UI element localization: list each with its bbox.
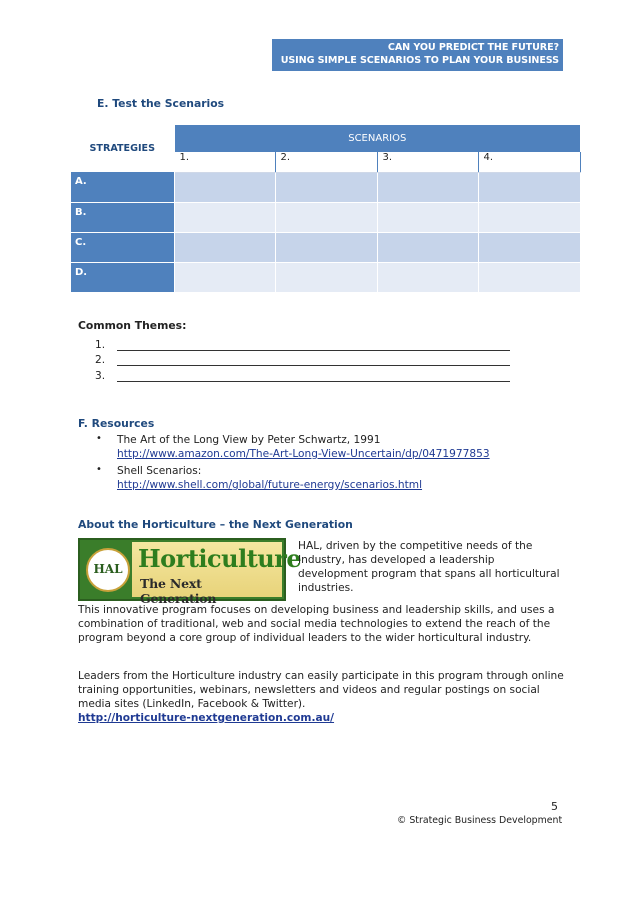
strategy-row-label: B. xyxy=(71,202,174,232)
table-row xyxy=(71,262,580,292)
scenario-column-2: 2. xyxy=(275,152,377,172)
resource-title: The Art of the Long View by Peter Schwartz, 1991 xyxy=(117,434,381,446)
strategy-row-label: C. xyxy=(71,232,174,262)
copyright-notice: © Strategic Business Development xyxy=(397,815,563,826)
blank-line xyxy=(117,381,510,382)
logo-hal-text: HAL xyxy=(93,562,123,576)
about-heading: About the Horticulture – the Next Generation xyxy=(78,518,353,531)
table-cell xyxy=(174,172,275,202)
section-f-heading: F. Resources xyxy=(78,417,155,430)
common-themes-heading: Common Themes: xyxy=(78,319,187,332)
scenarios-header: SCENARIOS xyxy=(174,125,580,152)
strategies-header: STRATEGIES xyxy=(71,125,174,172)
hal-description: HAL, driven by the competitive needs of the Industry, has developed a leadership development program that spans all horticultural industries. xyxy=(298,540,560,594)
page-number: 5 xyxy=(551,800,558,813)
strategy-row-label: D. xyxy=(71,262,174,292)
participation-paragraph: Leaders from the Horticulture industry can easily participate in this program through online training opportunities, webinars, newsletters and videos and regular postings on social media sites (LinkedIn, Facebook & Twitter). xyxy=(78,670,564,710)
table-row xyxy=(71,202,580,232)
list-number: 1. xyxy=(95,339,106,351)
table-cell xyxy=(377,172,478,202)
logo-banner xyxy=(132,542,302,606)
horticulture-website-link[interactable]: http://horticulture-nextgeneration.com.au/ xyxy=(78,712,335,724)
table-cell xyxy=(478,232,580,262)
table-cell xyxy=(377,232,478,262)
scenarios-table xyxy=(71,125,581,293)
table-cell xyxy=(275,172,377,202)
hal-emblem xyxy=(86,548,130,592)
resource-link[interactable]: http://www.shell.com/global/future-energy/scenarios.html xyxy=(117,479,423,491)
header-subtitle: USING SIMPLE SCENARIOS TO PLAN YOUR BUSINESS xyxy=(280,55,559,66)
table-cell xyxy=(174,232,275,262)
strategy-row-label: A. xyxy=(71,172,174,202)
scenario-column-1: 1. xyxy=(174,152,275,172)
bullet-icon: • xyxy=(96,464,102,475)
blank-line xyxy=(117,365,510,366)
table-cell xyxy=(377,262,478,292)
table-cell xyxy=(275,262,377,292)
resource-title: Shell Scenarios: xyxy=(117,465,202,477)
table-cell xyxy=(478,262,580,292)
resource-link[interactable]: http://www.amazon.com/The-Art-Long-View-Uncertain/dp/0471977853 xyxy=(117,448,490,460)
table-row xyxy=(71,232,580,262)
list-number: 2. xyxy=(95,354,106,366)
logo-next-generation-text: The Next Generation xyxy=(140,576,217,606)
table-cell xyxy=(275,232,377,262)
list-number: 3. xyxy=(95,370,106,382)
table-cell xyxy=(377,202,478,232)
list-item xyxy=(95,370,105,382)
blank-line xyxy=(117,350,510,351)
table-cell xyxy=(174,262,275,292)
table-row xyxy=(71,172,580,202)
scenario-column-4: 4. xyxy=(478,152,580,172)
hal-horticulture-logo xyxy=(78,538,302,606)
program-paragraph: This innovative program focuses on developing business and leadership skills, and uses a combination of traditional, web and social media technologies to extend the reach of the program beyond a core group of individual leaders to the wider horticultural industry. xyxy=(78,604,555,644)
table-cell xyxy=(275,202,377,232)
logo-horticulture-text: Horticulture xyxy=(138,544,302,573)
scenario-column-3: 3. xyxy=(377,152,478,172)
bullet-icon: • xyxy=(96,433,102,444)
list-item xyxy=(95,339,105,351)
header-title: CAN YOU PREDICT THE FUTURE? xyxy=(387,42,559,53)
table-cell xyxy=(478,172,580,202)
section-e-heading: E. Test the Scenarios xyxy=(97,97,225,110)
table-cell xyxy=(478,202,580,232)
table-cell xyxy=(174,202,275,232)
document-header xyxy=(272,39,563,71)
list-item xyxy=(95,354,105,366)
